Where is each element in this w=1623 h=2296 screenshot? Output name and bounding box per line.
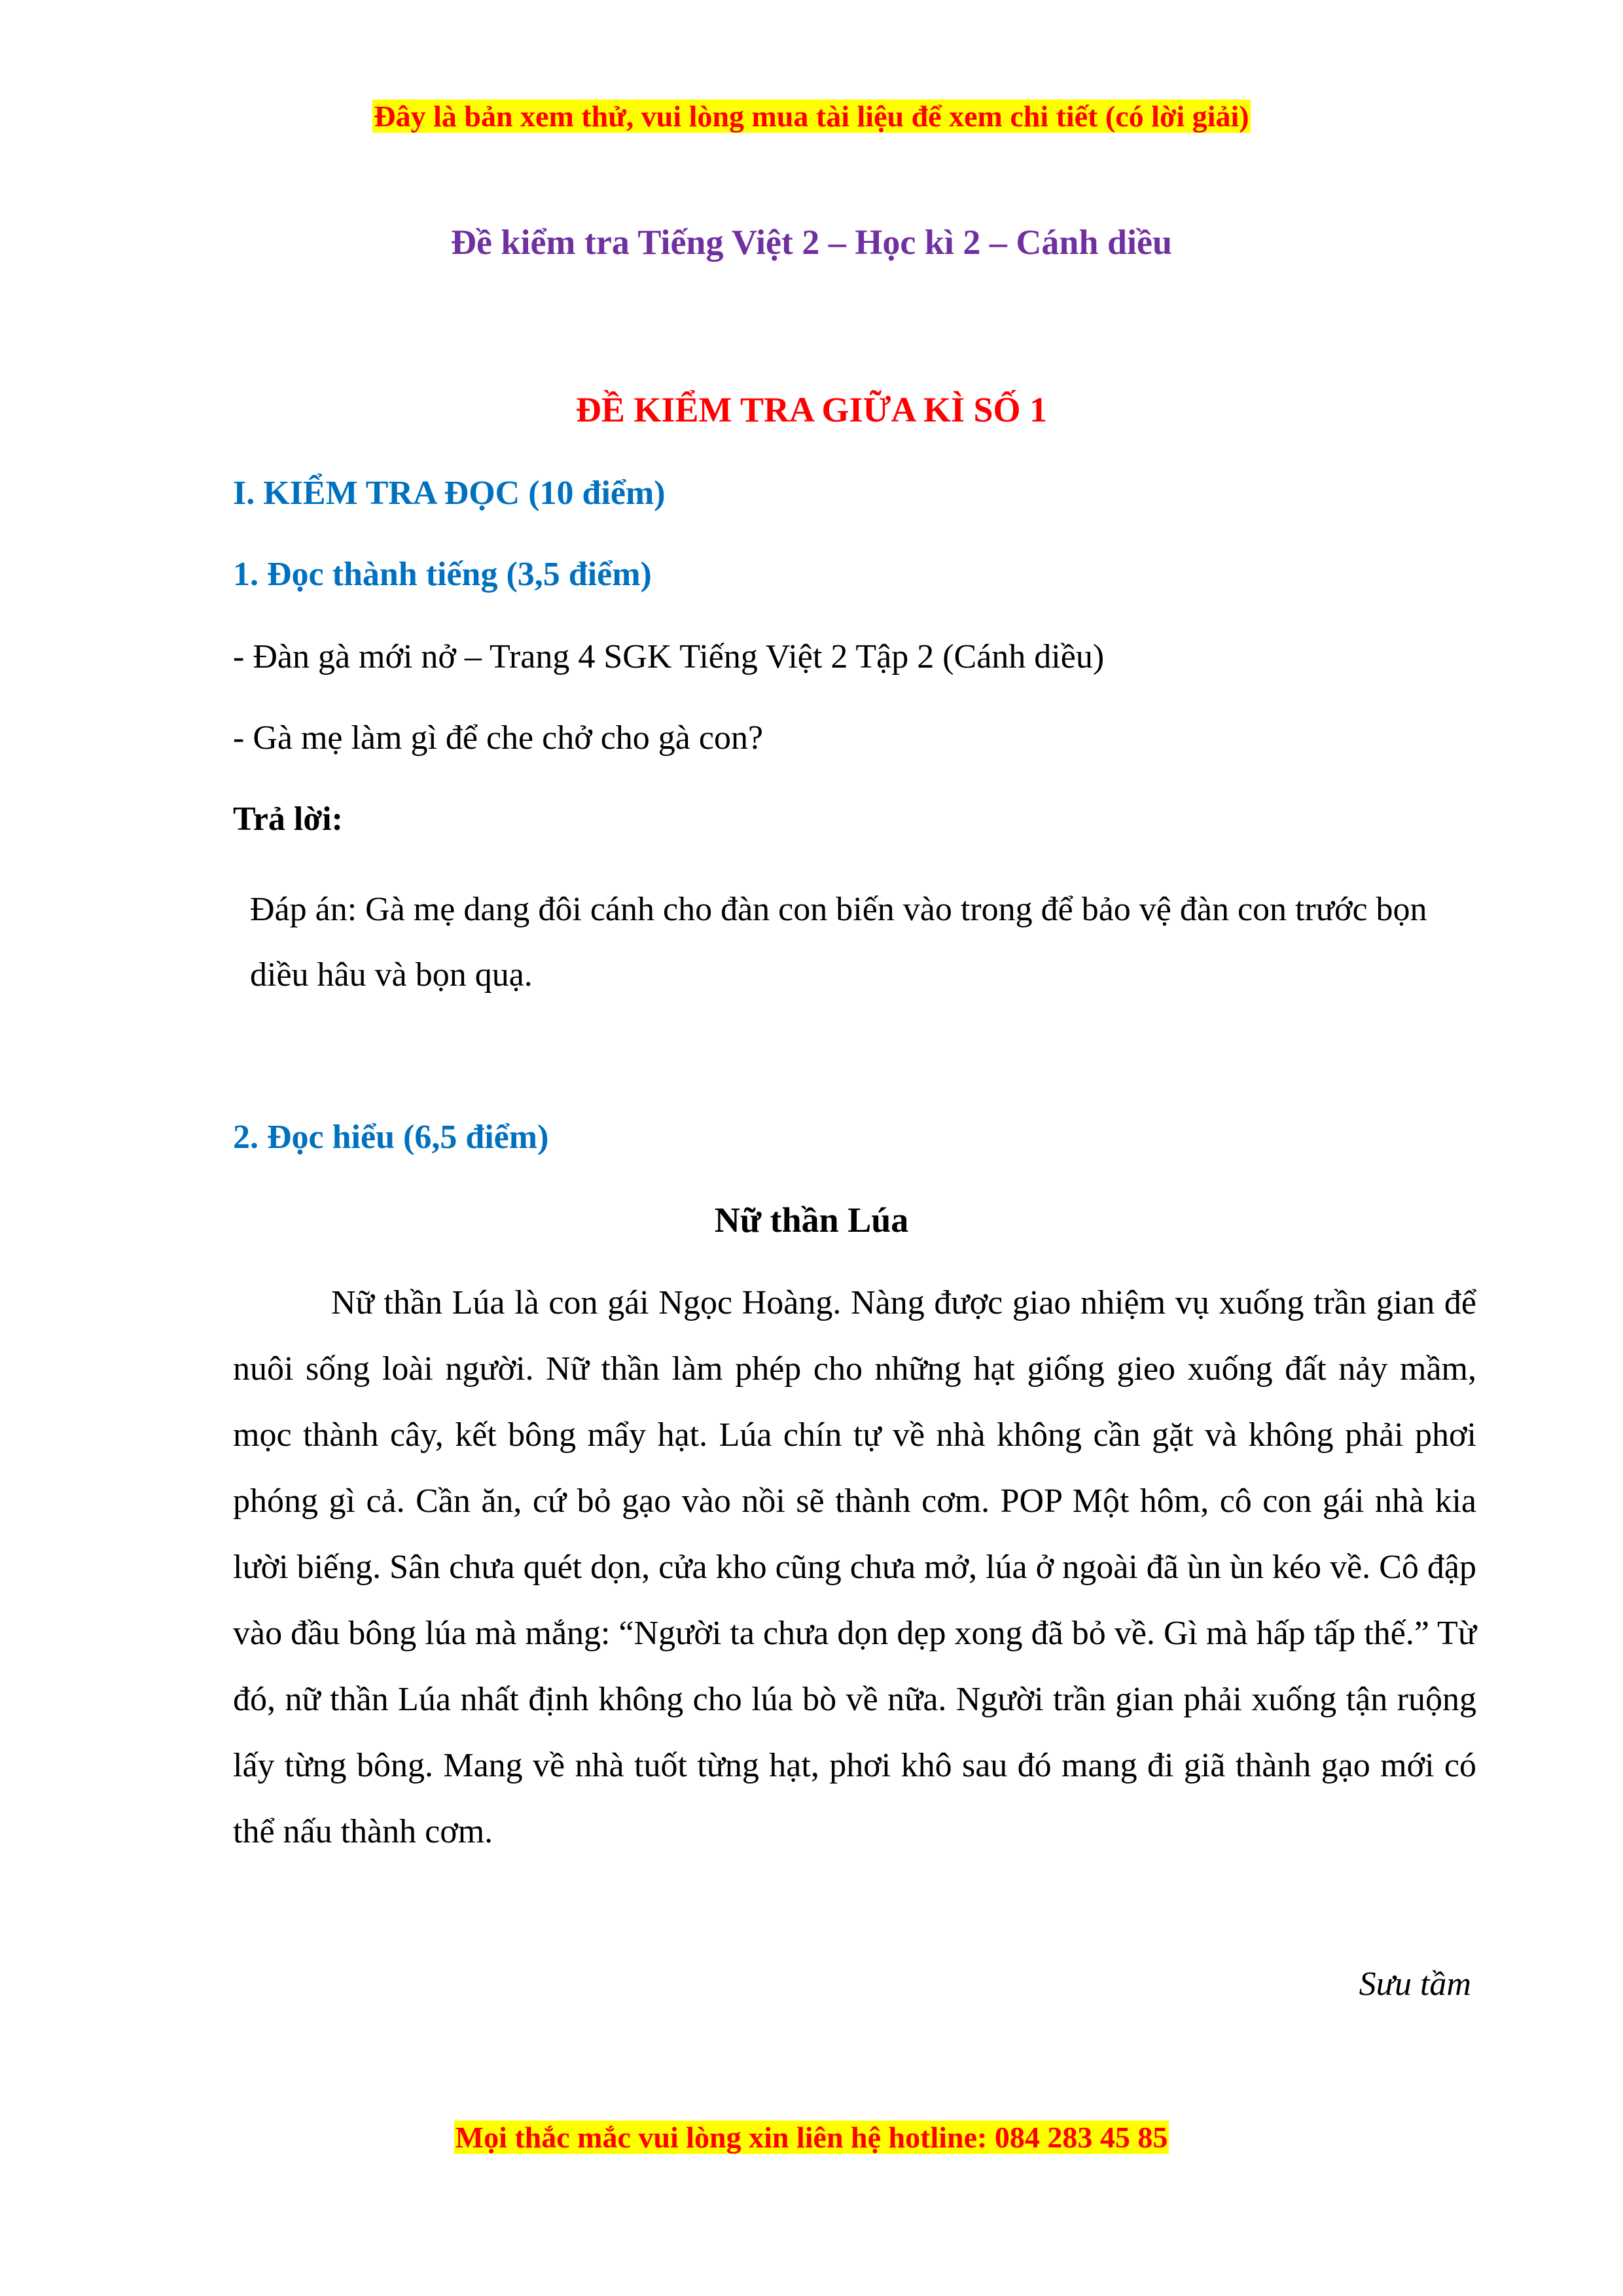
hotline-notice-text: Mọi thắc mắc vui lòng xin liên hệ hotline: 084 283 45 85 bbox=[455, 2121, 1168, 2154]
section-heading: I. KIỂM TRA ĐỌC (10 điểm) bbox=[233, 475, 666, 512]
document-title: Đề kiểm tra Tiếng Việt 2 – Học kì 2 – Cánh diều bbox=[450, 223, 1173, 262]
section-reading-test bbox=[233, 473, 1476, 514]
preview-notice bbox=[0, 98, 1623, 135]
story-source: Sưu tầm bbox=[1359, 1965, 1471, 2003]
part-heading: 2. Đọc hiểu (6,5 điểm) bbox=[233, 1119, 549, 1156]
preview-notice-text: Đây là bản xem thử, vui lòng mua tài liệu để xem chi tiết (có lời giải) bbox=[374, 99, 1249, 133]
answer-text: Đáp án: Gà mẹ dang đôi cánh cho đàn con biến vào trong để bảo vệ đàn con trước bọn diều hâu và bọn quạ. bbox=[250, 891, 1427, 994]
part-reading-aloud bbox=[233, 554, 1476, 596]
reading-assignment-text: - Đàn gà mới nở – Trang 4 SGK Tiếng Việt 2 Tập 2 (Cánh diều) bbox=[233, 638, 1105, 675]
question-text: - Gà mẹ làm gì để che chở cho gà con? bbox=[233, 719, 764, 757]
story-paragraph: Nữ thần Lúa là con gái Ngọc Hoàng. Nàng được giao nhiệm vụ xuống trần gian để nuôi sống loài người. Nữ thần làm phép cho những hạt giống gieo xuống đất nảy mầm, mọc thành cây, kết bông mẩy hạt. Lúa chín tự về nhà không cần gặt và không phải phơi phóng gì cả. Cần ăn, cứ bỏ gạo vào nồi sẽ thành cơm. POP Một hôm, cô con gái nhà kia lười biếng. Sân chưa quét dọn, cửa kho cũng chưa mở, lúa ở ngoài đã ùn ùn kéo về. Cô đập vào đầu bông lúa mà mắng: “Người ta chưa dọn dẹp xong đã bỏ về. Gì mà hấp tấp thế.” Từ đó, nữ thần Lúa nhất định không cho lúa bò về nữa. Người trần gian phải xuống tận ruộng lấy từng bông. Mang về nhà tuốt từng hạt, phơi khô sau đó mang đi giã thành gạo mới có thể nấu thành cơm. bbox=[233, 1284, 1476, 1850]
answer-label-text: Trả lời: bbox=[233, 800, 343, 838]
hotline-notice bbox=[0, 2119, 1623, 2156]
question bbox=[233, 717, 1476, 759]
part-reading-comprehension bbox=[233, 1117, 1476, 1158]
part-heading: 1. Đọc thành tiếng (3,5 điểm) bbox=[233, 556, 652, 593]
reading-assignment bbox=[233, 636, 1476, 678]
exam-title: ĐỀ KIỂM TRA GIỮA KÌ SỐ 1 bbox=[575, 390, 1048, 429]
story-title: Nữ thần Lúa bbox=[714, 1200, 909, 1240]
answer-label bbox=[233, 798, 1476, 840]
story-body bbox=[233, 1270, 1476, 1865]
